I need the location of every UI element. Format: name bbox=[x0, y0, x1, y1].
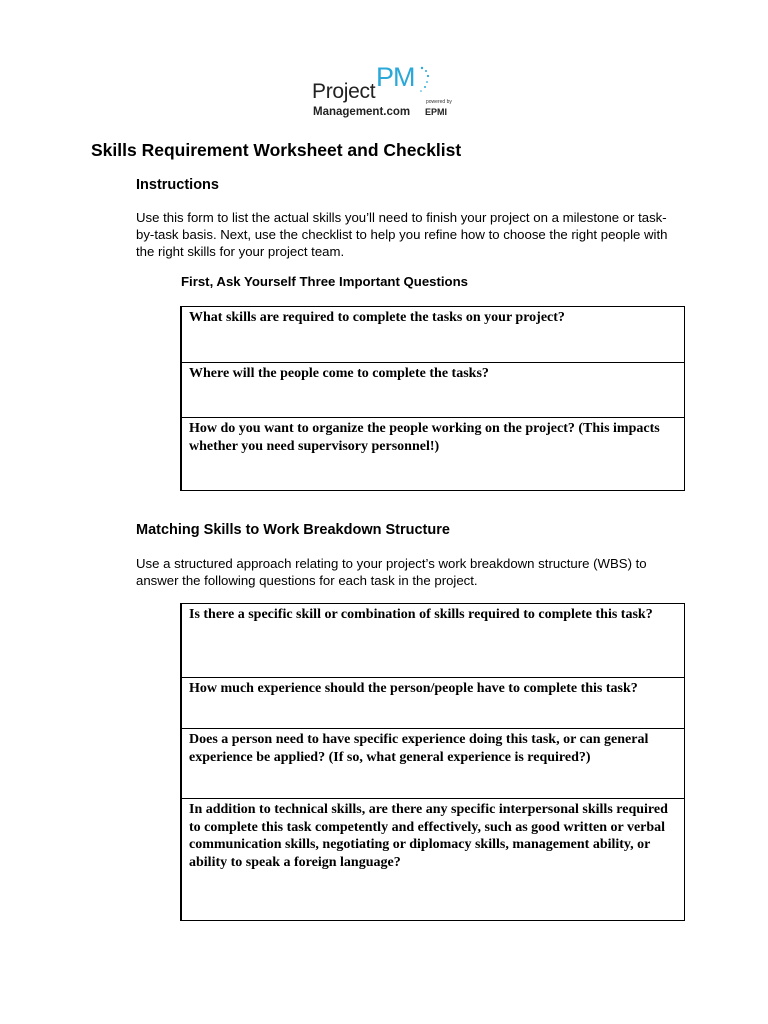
document-title: Skills Requirement Worksheet and Checklist bbox=[91, 140, 462, 160]
table-row bbox=[181, 418, 685, 491]
question-cell: Where will the people come to complete the tasks? bbox=[181, 363, 685, 418]
instructions-body: Use this form to list the actual skills you’ll need to finish your project on a milestone or task-by-task basis. Next, use the checklist to help you refine how to choose the right people with the right skills for your project team. bbox=[136, 210, 668, 259]
instructions-heading: Instructions bbox=[136, 177, 219, 193]
important-questions-table bbox=[180, 306, 685, 491]
question-cell: Is there a specific skill or combination of skills required to complete this task? bbox=[181, 604, 685, 678]
logo-site-name: Management.com bbox=[313, 106, 411, 118]
question-cell: Does a person need to have specific experience doing this task, or can general experience be applied? (If so, what general experience is required?) bbox=[181, 729, 685, 799]
logo-pm-mark: PM bbox=[376, 62, 415, 92]
wbs-questions-table bbox=[180, 603, 685, 921]
table-row bbox=[181, 604, 685, 678]
wbs-body: Use a structured approach relating to your project’s work breakdown structure (WBS) to answer the following questions for each task in the project. bbox=[136, 556, 647, 588]
table-row bbox=[181, 729, 685, 799]
logo-org-name: EPMI bbox=[425, 107, 448, 117]
logo-dots-icon bbox=[416, 66, 430, 98]
logo-powered-by: powered by bbox=[426, 99, 452, 105]
table-row bbox=[181, 307, 685, 363]
question-cell: How do you want to organize the people working on the project? (This impacts whether you need supervisory personnel!) bbox=[181, 418, 685, 491]
question-cell: In addition to technical skills, are there any specific interpersonal skills required to complete this task competently and effectively, such as good written or verbal communication skills, negotiating or diplomacy skills, management ability, or ability to speak a foreign language? bbox=[181, 799, 685, 921]
wbs-heading: Matching Skills to Work Breakdown Structure bbox=[136, 522, 450, 538]
table-row bbox=[181, 678, 685, 729]
projectmanagement-logo bbox=[312, 62, 462, 124]
logo-project-word: Project bbox=[312, 80, 376, 103]
table-row bbox=[181, 799, 685, 921]
table-row bbox=[181, 363, 685, 418]
questions-heading: First, Ask Yourself Three Important Questions bbox=[181, 274, 469, 289]
question-cell: What skills are required to complete the tasks on your project? bbox=[181, 307, 685, 363]
question-cell: How much experience should the person/people have to complete this task? bbox=[181, 678, 685, 729]
